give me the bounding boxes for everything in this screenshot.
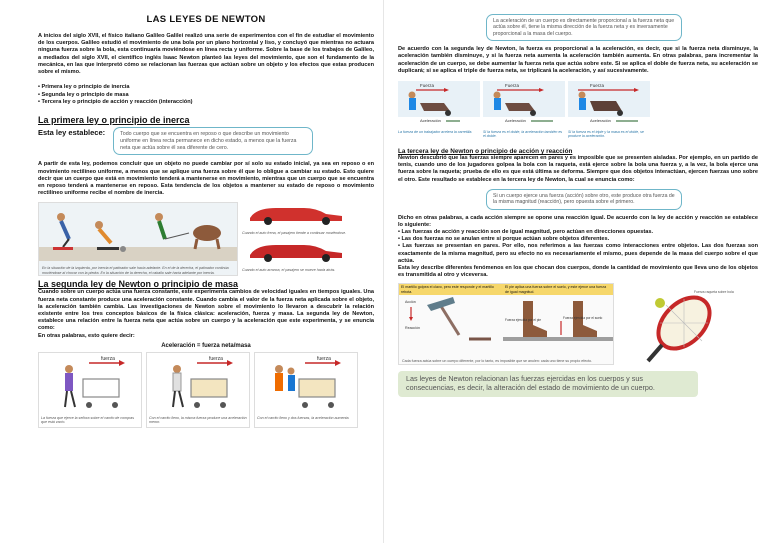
cart-panel-2 [146, 352, 250, 428]
first-law-subheading: Esta ley establece: [38, 128, 106, 137]
car-caption-b: Cuando el auto arranca, el pasajero se mueve hacia atrás. [242, 268, 336, 273]
reaction-label: Reacción [405, 326, 420, 331]
hammer-figure [399, 295, 503, 345]
cart-caption-1: La fuerza que ejerce la señora sobre el carrito de compras que está vacío. [41, 415, 135, 425]
first-law-callout: Todo cuerpo que se encuentra en reposo o que describe un movimiento uniforme en línea recta permanece en dicho estado, a menos que la fuerza neta que actúa sobre él sea diferente de cero. [113, 127, 313, 155]
cart-panel-1 [38, 352, 142, 428]
car-braking-illustration [242, 202, 352, 237]
red-car-figure-2 [242, 239, 352, 263]
wheelbarrow-figure-3 [568, 81, 650, 125]
last-paragraph: Esta ley describe diferentes fenómenos en los que chocan dos cuerpos, donde la cantidad de movimiento que lleva uno de los objetos es transmitida al otro y viceversa. [398, 265, 758, 279]
summary-note: Las leyes de Newton relacionan las fuerzas ejercidas en los cuerpos y sus consecuencias, es decir, la alteración del estado de movimiento de un cuerpo. [398, 371, 698, 396]
after-callout-paragraph: Dicho en otras palabras, a cada acción siempre se opone una reacción igual. De acuerdo con la ley de acción y reacción se establece lo siguiente: [398, 214, 758, 228]
force-label: fuerza [101, 355, 115, 362]
third-law-heading: La tercera ley de Newton o principio de acción y reacción [398, 148, 573, 156]
cart-panel-3 [254, 352, 358, 428]
hammer-header: El martillo golpea el clavo, pero este responde y el martillo rebota. [399, 284, 503, 295]
cart-empty-figure [39, 353, 142, 411]
hammer-foot-diagram [398, 283, 614, 365]
ground-force-label: Fuerza ejercida por el suelo [563, 316, 603, 321]
second-law-callout: La aceleración de un cuerpo es directamente proporcional a la fuerza neta que actúa sobre él, tiene la misma dirección de la fuerza neta y es inversamente proporcional a la masa del cuerpo. [486, 14, 682, 41]
skater-caption: En la situación de la izquierda, por inercia el patinador sale hacia adelante. En el de la derecha, el patinador continúa moviéndose al chocar con la piedra. En la situación de la derecha, el caballo sale hacia adelante por inercia. [42, 266, 229, 275]
foot-header: El pie aplica una fuerza sobre el suelo, y este ejerce una fuerza de igual magnitud. [503, 284, 613, 295]
foot-figure [503, 295, 613, 345]
red-car-figure [242, 202, 352, 226]
racket-icon [620, 283, 740, 365]
hammer-panel [399, 284, 503, 358]
cart-two-forces-figure [255, 353, 358, 411]
page-title: LAS LEYES DE NEWTON [146, 14, 266, 25]
cart-caption-3: Con el carrito lleno y dos fuerzas, la aceleración aumenta. [257, 415, 350, 420]
racket-label: Fuerza raqueta sobre bola [694, 290, 734, 295]
force-label: Fuerza [420, 83, 435, 89]
force-label: Fuerza [590, 83, 605, 89]
cart-figures [38, 352, 374, 428]
wheelbarrow-figure-1 [398, 81, 480, 125]
acceleration-label: Aceleración [590, 118, 611, 124]
intro-paragraph: A inicios del siglo XVII, el físico italiano Galileo Galilei realizó una serie de experimentos con el fin de estudiar el movimiento de los cuerpos. Galileo estudió el movimiento de una bola por un plano horizontal y liso, y concluyó que mientras no actuara ninguna fuerza sobre la bola, esta continuaría moviéndose en línea recta y uniforme. Sobre la base de los trabajos de Galileo, a mediados del siglo XVII, el científico inglés Isaac Newton planteó las leyes del movimiento, que son el fundamento de la mecánica, en las que interpretó cómo se relacionan las fuerzas que actúan sobre un objeto y los efectos que estas producen sobre el mismo. [38, 33, 374, 76]
second-law-paragraph: Cuando sobre un cuerpo actúa una fuerza constante, este experimenta cambios de velocidad iguales en tiempos iguales. Una fuerza neta constante produce una aceleración constante. Cuando cambia el valor de la fuerza neta aplicada sobre el objeto, la aceleración también cambia. Las investigaciones de Newton sobre el movimiento lo llevaron a descubrir la relación existente entre los tres conceptos básicos de la física clásica: aceleración, fuerza y masa. La segunda ley de Newton, establece una relación entre la fuerza neta que actúa sobre un cuerpo y la aceleración que este experimenta, y se enuncia como: [38, 289, 374, 332]
wheelbarrow-panel-2 [483, 81, 565, 145]
law-item: • Tercera ley o principio de acción y reacción (interacción) [38, 99, 374, 107]
action-reaction-figures [398, 283, 758, 365]
wheelbarrow-caption-3: Si la fuerza es el triple y la masa es el doble, se produce la aceleración. [568, 130, 644, 139]
first-law-paragraph: A partir de esta ley, podemos concluir que un objeto no puede cambiar por sí solo su estado inicial, ya sea en reposo o en movimiento rectilíneo uniforme, a menos que se aplique una fuerza sobre él que lo obligue a cambiar su estado. Esto quiere decir que un cuerpo que está en movimiento tenderá a mantenerse en movimiento, mientras que un cuerpo que se encuentra en reposo tenderá a mantenerse en reposo. Esta tendencia de los objetos a mantener su estado de reposo o movimiento rectilíneo uniforme recibe el nombre de inercia. [38, 161, 374, 197]
foot-panel [503, 284, 613, 358]
skater-figure [39, 203, 238, 261]
foot-force-label: Fuerza ejercida por el pie [505, 318, 541, 323]
in-other-words: En otras palabras, esto quiere decir: [38, 332, 135, 339]
acceleration-label: Aceleración [505, 118, 526, 124]
force-label: Fuerza [505, 83, 520, 89]
force-label: fuerza [209, 355, 223, 362]
wheelbarrow-panel-3 [568, 81, 650, 145]
cart-caption-2: Con el carrito lleno, la misma fuerza produce una aceleración menor. [149, 415, 247, 425]
wheelbarrow-panel-1 [398, 81, 480, 145]
law-item: • Primera ley o principio de inercia [38, 84, 374, 92]
formula: Aceleración = fuerza neta/masa [161, 342, 251, 349]
acceleration-paragraph: De acuerdo con la segunda ley de Newton, la fuerza es proporcional a la aceleración, es decir, que si la fuerza neta disminuye, la aceleración también disminuye, y si la fuerza neta aumenta la aceleración también aumenta. En otras palabras, para incrementar la aceleración de un cuerpo, se debe aumentar la fuerza neta que actúa sobre este. Si se aplica el doble de fuerza neta, su aceleración se duplicará; si se aplica el triple de fuerza neta, se triplicará la aceleración, y así sucesivamente. [398, 46, 758, 74]
action-label: Acción [405, 300, 416, 305]
diagram-caption: Cada fuerza actúa sobre un cuerpo diferente, por lo tanto, es imposible que se anulen: cada uno tiene su propio efecto. [402, 359, 592, 364]
bullet-item: • Las dos fuerzas no se anulan entre sí porque actúan sobre objetos diferentes. [398, 236, 610, 243]
law-item: • Segunda ley o principio de masa [38, 92, 374, 100]
bullet-item: • Las fuerzas se presentan en pares. Por ello, nos referimos a las fuerzas como interacciones entre objetos. Las dos fuerzas son exactamente de la misma magnitud, pero su efecto no es necesariamente el mismo, pues depende de la masa del cuerpo sobre el que actúa. [398, 243, 759, 264]
second-law-heading: La segunda ley de Newton o principio de masa [38, 279, 239, 290]
right-page [384, 0, 768, 543]
third-law-callout: Si un cuerpo ejerce una fuerza (acción) sobre otro, este produce otra fuerza de la misma magnitud (reacción), pero opuesta sobre el primero. [486, 189, 682, 210]
car-starting-illustration [242, 239, 352, 274]
acceleration-label: Aceleración [420, 118, 441, 124]
inertia-figures [38, 202, 374, 276]
cart-full-figure [147, 353, 250, 411]
laws-list [38, 84, 374, 107]
tennis-racket-figure [620, 283, 740, 365]
wheelbarrow-caption-2: Si la fuerza es el doble, la aceleración también es el doble. [483, 130, 563, 139]
third-law-bullets [398, 229, 758, 265]
force-label: fuerza [317, 355, 331, 362]
wheelbarrow-figures [398, 81, 758, 145]
skater-illustration [38, 202, 238, 276]
car-illustrations [242, 202, 352, 276]
wheelbarrow-caption-1: La fuerza de un trabajador acelera la carretilla. [398, 130, 473, 135]
third-law-paragraph: Newton descubrió que las fuerzas siempre aparecen en pares y es imposible que se presenten aisladas. Por ejemplo, en un partido de tenis, cuando uno de los jugadores golpea la bola con la raqueta, está ejerce sobre la bola una fuerza y, a la vez, la bola ejerce una fuerza sobre la raqueta; prueba de ello es que está última se deforma. Siempre que dos objetos interactúan, ejercen fuerzas uno sobre el otro. Este resultado se establece en la tercera ley de Newton, la cual se enuncia como: [398, 155, 758, 183]
bullet-item: • Las fuerzas de acción y reacción son de igual magnitud, pero actúan en direcciones opuestas. [398, 229, 653, 236]
wheelbarrow-figure-2 [483, 81, 565, 125]
first-law-heading: La primera ley o principio de inerca [38, 115, 190, 125]
car-caption-a: Cuando el auto frena, el pasajero tiende a continuar moviéndose. [242, 231, 347, 236]
